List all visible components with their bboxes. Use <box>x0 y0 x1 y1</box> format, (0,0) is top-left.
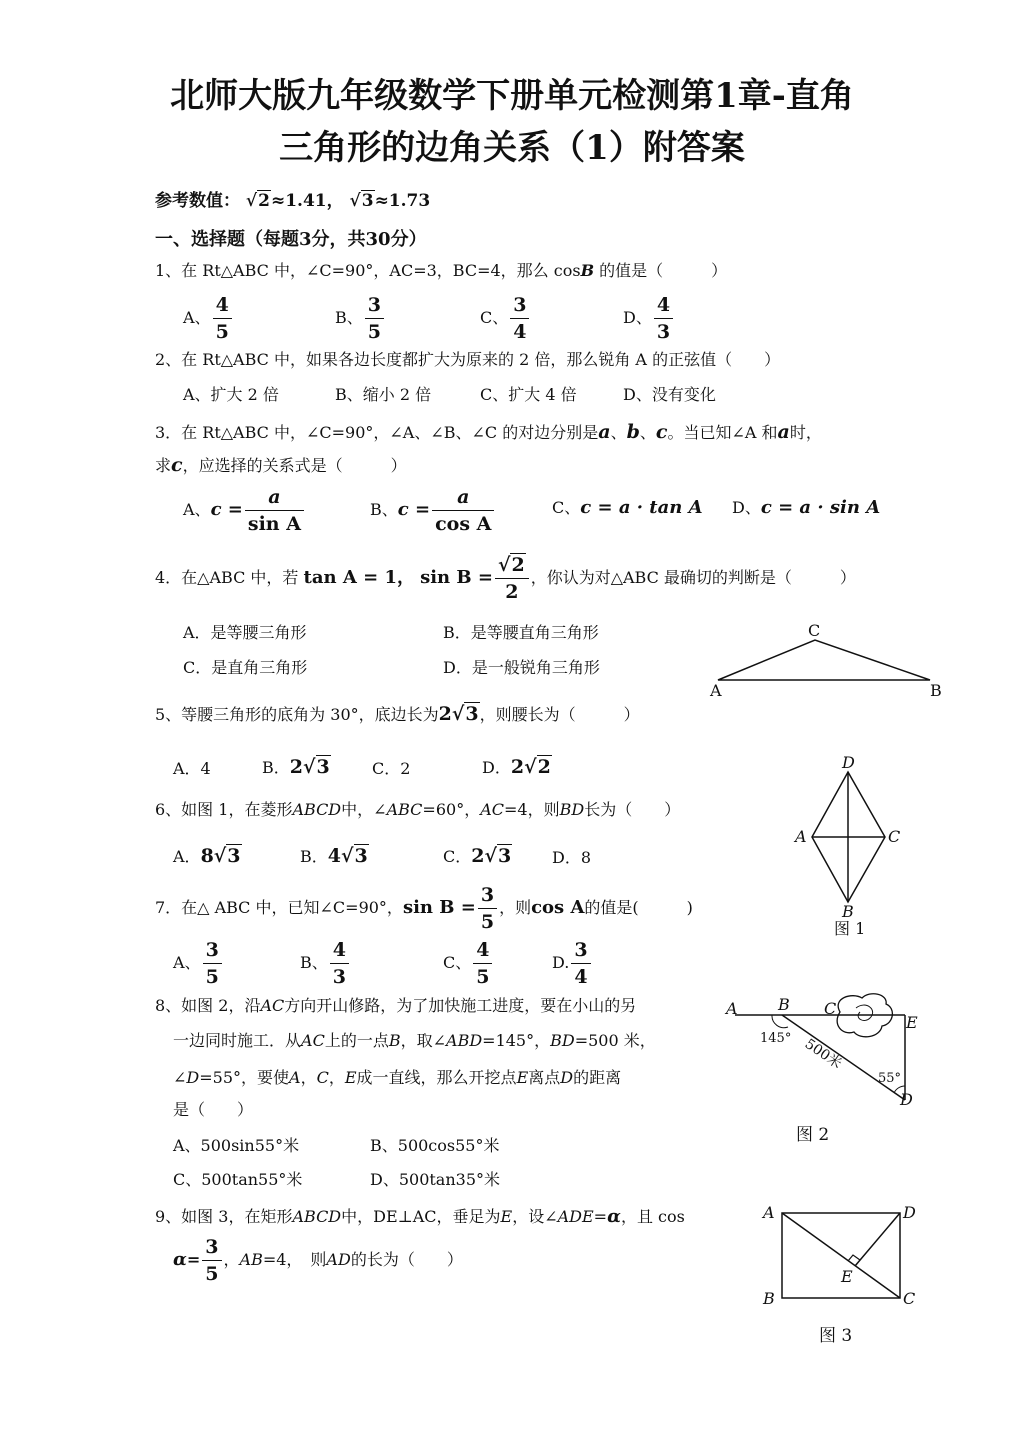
q6-option-b[interactable]: B．4√3 <box>300 845 368 867</box>
fig2-label-b: B <box>778 995 790 1014</box>
q3-option-d[interactable]: D、c = a · sin A <box>732 497 881 518</box>
reference-label: 参考数值： <box>155 191 240 211</box>
q1-option-c[interactable]: C、 $\frac{3}{4}$ <box>480 292 531 345</box>
q8-option-a[interactable]: A、500sin55°米 <box>173 1136 300 1155</box>
q5-option-b[interactable]: B．2√3 <box>262 756 330 778</box>
approx-1: ≈1.41， <box>270 191 344 211</box>
q4-option-d[interactable]: D．是一般锐角三角形 <box>443 658 600 677</box>
question-6-stem: 6、如图 1，在菱形ABCD中，∠ABC=60°，AC=4，则BD长为（ ） <box>155 800 681 819</box>
q7-option-b[interactable]: B、 $\frac{4}{3}$ <box>300 937 351 990</box>
q6-option-d[interactable]: D．8 <box>552 848 592 867</box>
q5-option-c[interactable]: C．2 <box>372 759 411 778</box>
sqrt-3: √3 <box>349 191 374 211</box>
triangle-figure <box>700 622 950 702</box>
q1-option-a[interactable]: A、 $\frac{4}{5}$ <box>183 292 234 345</box>
q7-option-d[interactable]: D. $\frac{3}{4}$ <box>552 937 593 990</box>
question-1-stem: 1、在 Rt△ABC 中，∠C=90°，AC=3，BC=4，那么 cosB 的值是（ ） <box>155 261 728 280</box>
figure-1-rhombus <box>790 752 910 942</box>
question-3-line2: 求c，应选择的关系式是（ ） <box>155 454 407 476</box>
q7-option-a[interactable]: A、 $\frac{3}{5}$ <box>173 937 224 990</box>
fig1-label-a: A <box>795 827 807 846</box>
fig2-length: 500米 <box>801 1036 845 1073</box>
question-9-line1: 9、如图 3，在矩形ABCD中，DE⊥AC，垂足为E，设∠ADE=α，且 cos <box>155 1206 685 1227</box>
q2-option-a[interactable]: A、扩大 2 倍 <box>183 385 279 404</box>
fig2-label-d: D <box>900 1090 913 1109</box>
section-heading: 一、选择题（每题3分，共30分） <box>155 229 427 250</box>
fig3-label-e: E <box>841 1267 853 1286</box>
fig1-label-b: B <box>842 902 854 921</box>
q3-option-c[interactable]: C、c = a · tan A <box>552 497 703 518</box>
q4-option-c[interactable]: C．是直角三角形 <box>183 658 308 677</box>
approx-2: ≈1.73 <box>374 191 431 211</box>
sqrt-2: √2 <box>245 191 270 211</box>
fig2-label-a: A <box>726 999 738 1018</box>
question-8-line4: 是（ ） <box>173 1100 254 1119</box>
question-3-line1: 3．在 Rt△ABC 中，∠C=90°，∠A、∠B、∠C 的对边分别是a、b、c。当已知∠A 和a时， <box>155 421 822 443</box>
figure-2-mountain-road <box>720 990 940 1150</box>
question-8-line1: 8、如图 2，沿AC方向开山修路，为了加快施工进度，要在小山的另 <box>155 996 637 1015</box>
triangle-label-a: A <box>710 681 722 700</box>
reference-values <box>155 190 430 212</box>
question-8-line3: ∠D=55°，要使A，C，E成一直线，那么开挖点E离点D的距离 <box>173 1068 622 1087</box>
question-9-line2: α= $\frac{3}{5}$ ，AB=4， 则AD的长为（ ） <box>173 1236 463 1285</box>
question-4-stem: 4．在△ABC 中，若 tan A = 1， sin B = $\frac{√2}{2}$ ，你认为对△ABC 最确切的判断是（ ） <box>155 554 856 603</box>
q5-option-a[interactable]: A．4 <box>173 759 211 778</box>
fig2-label-c: C <box>824 999 837 1018</box>
q4-option-b[interactable]: B．是等腰直角三角形 <box>443 623 599 642</box>
fig2-label-e: E <box>906 1013 918 1032</box>
q3-option-a[interactable]: A、c = $\frac{a}{\text{sin A}}$ <box>183 484 306 537</box>
q2-option-d[interactable]: D、没有变化 <box>623 385 716 404</box>
q2-option-c[interactable]: C、扩大 4 倍 <box>480 385 577 404</box>
q2-option-b[interactable]: B、缩小 2 倍 <box>335 385 432 404</box>
fig3-label-a: A <box>763 1203 775 1222</box>
fig3-caption: 图 3 <box>819 1326 853 1346</box>
q8-option-c[interactable]: C、500tan55°米 <box>173 1170 303 1189</box>
fig2-angle-55: 55° <box>878 1071 902 1086</box>
fig1-label-d: D <box>842 753 855 772</box>
question-2-stem: 2、在 Rt△ABC 中，如果各边长度都扩大为原来的 2 倍，那么锐角 A 的正弦值（ ） <box>155 350 781 369</box>
q7-option-c[interactable]: C、 $\frac{4}{5}$ <box>443 937 494 990</box>
q6-option-c[interactable]: C．2√3 <box>443 845 512 867</box>
fig3-label-d: D <box>903 1203 916 1222</box>
question-8-line2: 一边同时施工．从AC上的一点B，取∠ABD=145°，BD=500 米， <box>173 1031 656 1050</box>
page-title-line1: 北师大版九年级数学下册单元检测第1章-直角 <box>170 76 854 116</box>
q1-option-d[interactable]: D、 $\frac{4}{3}$ <box>623 292 675 345</box>
fig1-label-c: C <box>888 827 901 846</box>
q4-option-a[interactable]: A．是等腰三角形 <box>183 623 307 642</box>
q8-option-d[interactable]: D、500tan35°米 <box>370 1170 501 1189</box>
figure-3-rectangle <box>755 1198 925 1358</box>
fig1-caption: 图 1 <box>834 919 866 938</box>
question-5-stem: 5、等腰三角形的底角为 30°，底边长为2√3，则腰长为（ ） <box>155 703 640 725</box>
triangle-label-c: C <box>808 622 821 640</box>
page-title-line2: 三角形的边角关系（1）附答案 <box>279 128 745 168</box>
fig2-angle-145: 145° <box>760 1031 792 1046</box>
q3-option-b[interactable]: B、c = $\frac{a}{\text{cos A}}$ <box>370 484 496 537</box>
fig3-label-c: C <box>903 1289 916 1308</box>
q8-option-b[interactable]: B、500cos55°米 <box>370 1136 500 1155</box>
fig3-label-b: B <box>763 1289 775 1308</box>
q6-option-a[interactable]: A．8√3 <box>173 845 241 867</box>
question-7-stem: 7．在△ ABC 中，已知∠C=90°，sin B = $\frac{3}{5}$ ，则cos A的值是( ) <box>155 884 693 933</box>
q1-option-b[interactable]: B、 $\frac{3}{5}$ <box>335 292 386 345</box>
triangle-label-b: B <box>930 681 942 700</box>
fig2-caption: 图 2 <box>796 1125 830 1145</box>
q5-option-d[interactable]: D．2√2 <box>482 756 551 778</box>
